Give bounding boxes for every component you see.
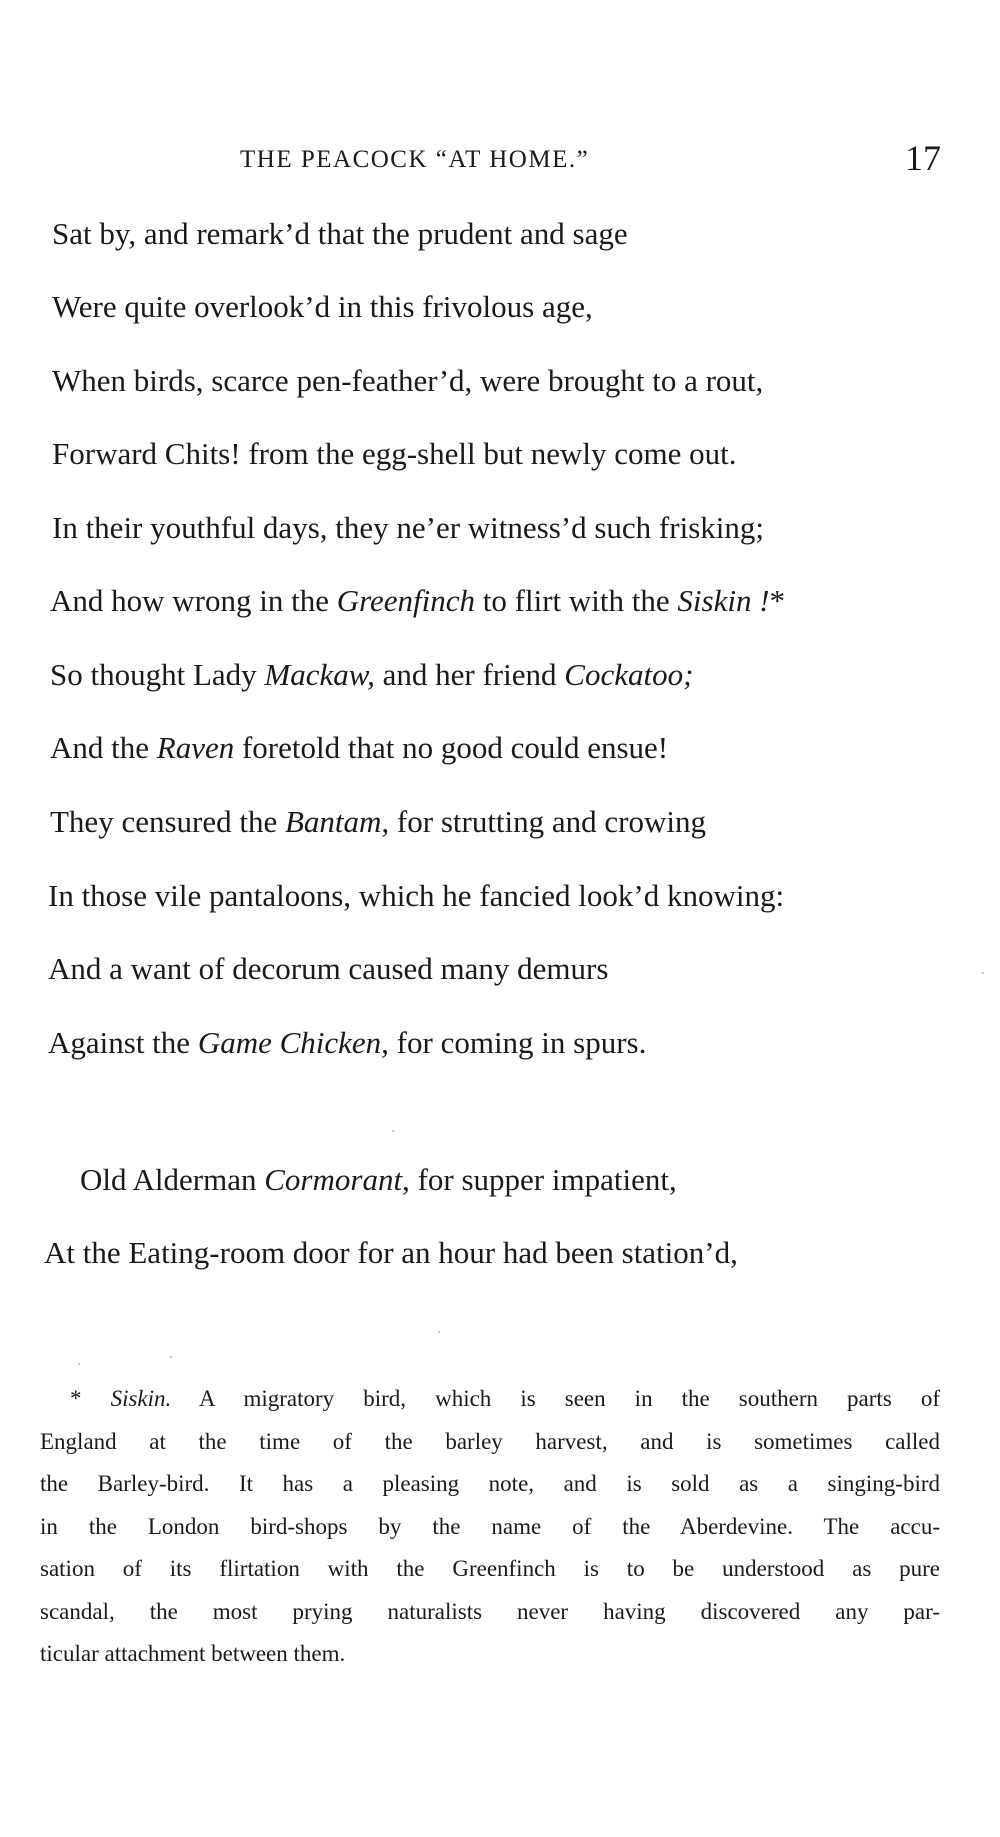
page-header (0, 140, 1000, 180)
footnote-term: Siskin. (110, 1386, 172, 1411)
italic-bird-name: Mackaw, (264, 657, 375, 692)
verse-text: Were quite overlook’d in this frivolous age, (52, 289, 593, 324)
footnote-line: ticular attachment between them. (40, 1641, 346, 1666)
verse-text: to flirt with the (475, 583, 678, 618)
italic-bird-name: Cockatoo; (564, 657, 694, 692)
verse-line (52, 508, 764, 548)
footnote-line: sation of its flirtation with the Greenfinch is to be understood as pure (40, 1556, 940, 1581)
verse-text: for strutting and crowing (389, 804, 706, 839)
verse-text: When birds, scarce pen-feather’d, were brought to a rout, (52, 363, 764, 398)
footnote-text: A migratory bird, which is seen in the southern parts of (171, 1386, 940, 1411)
running-title: THE PEACOCK “AT HOME.” (240, 146, 590, 173)
verse-text: They censured the (50, 804, 285, 839)
verse-text: Old Alderman (80, 1162, 265, 1197)
verse-text: Against the (48, 1025, 198, 1060)
verse-text: Forward Chits! from the egg-shell but newly come out. (52, 436, 737, 471)
print-speck (982, 972, 984, 974)
footnote-line: scandal, the most prying naturalists never having discovered any par- (40, 1598, 940, 1624)
verse-text: Sat by, and remark’d that the prudent and sage (52, 216, 628, 251)
print-speck (78, 1363, 80, 1365)
page-number: 17 (905, 138, 941, 178)
print-speck (392, 1130, 394, 1132)
verse-text: And how wrong in the (50, 583, 337, 618)
verse-line (50, 581, 785, 621)
italic-bird-name: Bantam, (284, 804, 390, 839)
verse-line (50, 802, 706, 842)
verse-line (50, 728, 668, 768)
verse-text: And the (50, 730, 157, 765)
verse-line (52, 434, 736, 474)
footnote-marker: * (769, 583, 786, 618)
footnote-marker: * (70, 1386, 111, 1411)
verse-line (48, 876, 784, 916)
italic-bird-name: Game Chicken, (197, 1025, 389, 1060)
verse-text: and her friend (374, 657, 565, 692)
footnote (40, 1378, 940, 1676)
footnote-line: the Barley-bird. It has a pleasing note, and is sold as a singing-bird (40, 1471, 940, 1496)
footnote-line: England at the time of the barley harvest, and is sometimes called (40, 1428, 940, 1454)
italic-bird-name: Raven (156, 730, 235, 765)
print-speck (438, 1331, 440, 1333)
verse-line (52, 214, 628, 254)
verse-line (50, 655, 693, 695)
verse-line (80, 1160, 677, 1200)
verse-text: for supper impatient, (409, 1162, 677, 1197)
verse-line (52, 361, 763, 401)
verse-text: In their youthful days, they ne’er witness’d such frisking; (52, 510, 764, 545)
verse-line (52, 287, 593, 327)
verse-text: In those vile pantaloons, which he fancied look’d knowing: (48, 878, 785, 913)
italic-bird-name: Siskin ! (677, 583, 770, 618)
verse-text: So thought Lady (50, 657, 265, 692)
italic-bird-name: Cormorant, (264, 1162, 410, 1197)
verse-text: for coming in spurs. (388, 1025, 647, 1060)
verse-line (48, 1023, 646, 1063)
italic-bird-name: Greenfinch (336, 583, 476, 618)
verse-line (44, 1233, 738, 1273)
footnote-line (40, 1378, 940, 1421)
verse-line (48, 949, 608, 989)
verse-text: And a want of decorum caused many demurs (48, 951, 609, 986)
print-speck (170, 1356, 172, 1358)
verse-text: At the Eating-room door for an hour had been station’d, (44, 1235, 738, 1270)
verse-text: foretold that no good could ensue! (234, 730, 669, 765)
footnote-line: in the London bird-shops by the name of the Aberdevine. The accu- (40, 1513, 940, 1539)
